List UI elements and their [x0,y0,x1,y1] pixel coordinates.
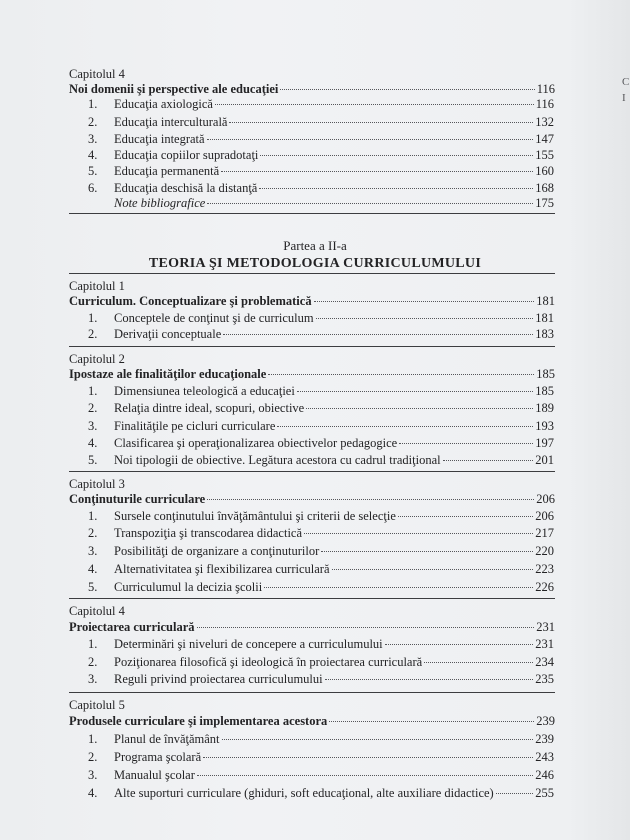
toc-item[interactable]: 2. Transpoziţia şi transcodarea didactică 217 [88,526,554,540]
toc-item[interactable]: 2. Poziţionarea filosofică şi ideologică în proiectarea curriculară 234 [88,655,554,669]
toc-item[interactable]: 3. Educaţia integrată 147 [88,132,554,146]
toc-item[interactable]: 6. Educaţia deschisă la distanţă 168 [88,181,554,195]
toc-item[interactable]: 4. Educaţia copiilor supradotaţi 155 [88,148,554,162]
toc-item[interactable]: 4. Alte suporturi curriculare (ghiduri, soft educaţional, alte auxiliare didactice) 255 [88,786,554,800]
chapter-label: Capitolul 4 [69,604,125,618]
toc-section[interactable]: Proiectarea curriculară 231 [69,620,555,634]
chapter-label: Capitolul 1 [69,279,125,293]
toc-item[interactable]: 1. Conceptele de conţinut şi de curriculum 181 [88,311,554,325]
toc-item[interactable]: 2. Relaţia dintre ideal, scopuri, obiective 189 [88,401,554,415]
toc-item[interactable]: 1. Sursele conţinutului învăţământului şi criterii de selecţie 206 [88,509,554,523]
edge-mark: C [622,76,630,88]
toc-section[interactable]: Conţinuturile curriculare 206 [69,492,555,506]
chapter-label: Capitolul 3 [69,477,125,491]
toc-item[interactable]: 1. Educaţia axiologică 116 [88,97,554,111]
toc-item[interactable]: 2. Educaţia interculturală 132 [88,115,554,129]
divider [69,346,555,347]
divider [69,273,555,274]
divider [69,471,555,472]
toc-item[interactable]: 3. Finalităţile pe cicluri curriculare 193 [88,419,554,433]
toc-section[interactable]: Noi domenii şi perspective ale educaţiei 116 [69,82,555,96]
divider [69,598,555,599]
divider [69,213,555,214]
toc-item[interactable]: 1. Dimensiunea teleologică a educaţiei 185 [88,384,554,398]
toc-item[interactable]: 3. Manualul şcolar 246 [88,768,554,782]
chapter-label: Capitolul 4 [69,67,125,81]
toc-item[interactable]: 5. Educaţia permanentă 160 [88,164,554,178]
toc-item[interactable]: 5. Noi tipologii de obiective. Legătura acestora cu cadrul tradiţional 201 [88,453,554,467]
part-subtitle: Partea a II-a [283,238,347,253]
toc-item[interactable]: 3. Posibilităţi de organizare a conţinuturilor 220 [88,544,554,558]
toc-section[interactable]: Curriculum. Conceptualizare şi problematică 181 [69,294,555,308]
toc-item[interactable]: 2. Programa şcolară 243 [88,750,554,764]
toc-item[interactable]: 2. Derivaţii conceptuale 183 [88,327,554,341]
part-title: TEORIA ŞI METODOLOGIA CURRICULUMULUI [148,256,482,271]
edge-mark: I [622,92,626,104]
toc-notes[interactable]: Note bibliografice 175 [114,196,554,210]
toc-item[interactable]: 3. Reguli privind proiectarea curriculumului 235 [88,672,554,686]
toc-section[interactable]: Ipostaze ale finalităţilor educaţionale 185 [69,367,555,381]
toc-item[interactable]: 1. Determinări şi niveluri de concepere a curriculumului 231 [88,637,554,651]
chapter-label: Capitolul 2 [69,352,125,366]
divider [69,692,555,693]
toc-section[interactable]: Produsele curriculare şi implementarea acestora 239 [69,714,555,728]
toc-item[interactable]: 4. Alternativitatea şi flexibilizarea curriculară 223 [88,562,554,576]
toc-item[interactable]: 5. Curriculumul la decizia şcolii 226 [88,580,554,594]
toc-item[interactable]: 1. Planul de învăţământ 239 [88,732,554,746]
chapter-label: Capitolul 5 [69,698,125,712]
toc-item[interactable]: 4. Clasificarea şi operaţionalizarea obiectivelor pedagogice 197 [88,436,554,450]
